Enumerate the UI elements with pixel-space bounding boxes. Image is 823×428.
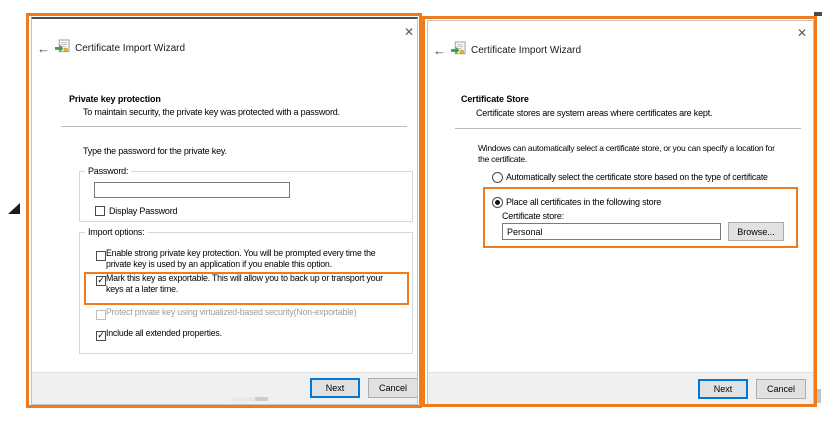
radio-place-in-store[interactable] [492, 197, 503, 208]
store-description [478, 143, 775, 164]
window-corner-artifact [814, 12, 822, 16]
footer-edge-artifact [231, 397, 255, 401]
radio-auto-select-store[interactable] [492, 172, 503, 183]
radio-place-in-store-label[interactable]: Place all certificates in the following store [506, 197, 662, 207]
check-icon: ✓ [97, 275, 105, 285]
window-edge-artifact [817, 389, 821, 403]
import-options-groupbox [79, 227, 413, 354]
page-heading: Certificate Store [461, 94, 529, 104]
dialog-title: Certificate Import Wizard [471, 45, 582, 56]
checkbox-strong-protection[interactable] [96, 251, 106, 261]
option-text-line: Enable strong private key protection. You will be prompted every time the [106, 248, 376, 258]
separator [455, 128, 801, 129]
import-options-label: Import options: [85, 227, 148, 237]
triangle-marker [8, 203, 20, 214]
check-icon: ✓ [97, 330, 105, 340]
page-subheading: To maintain security, the private key was protected with a password. [83, 107, 340, 117]
store-description-line: Windows can automatically select a certificate store, or you can specify a location for [478, 143, 775, 153]
certificate-store-label: Certificate store: [502, 211, 564, 221]
back-arrow-icon[interactable]: ← [433, 43, 446, 58]
checkbox-exportable-label[interactable] [106, 273, 383, 294]
password-input[interactable] [94, 182, 290, 198]
checkbox-virtualized-security [96, 310, 106, 320]
option-text-line: Mark this key as exportable. This will allow you to back up or transport your [106, 273, 383, 283]
back-arrow-icon[interactable]: ← [37, 41, 50, 56]
display-password-label[interactable]: Display Password [109, 206, 178, 216]
dialog-private-key-protection [31, 17, 418, 405]
checkbox-virtualized-security-label [106, 307, 356, 318]
checkbox-extended-properties[interactable] [96, 331, 106, 341]
close-icon[interactable]: ✕ [796, 26, 808, 40]
certificate-wizard-icon [55, 39, 70, 55]
store-description-line: the certificate. [478, 153, 527, 164]
footer-edge-artifact [255, 397, 268, 401]
radio-auto-select-store-label[interactable]: Automatically select the certificate store based on the type of certificate [506, 172, 768, 182]
page-heading: Private key protection [69, 94, 161, 104]
separator [61, 126, 407, 127]
browse-button[interactable]: Browse... [728, 222, 784, 241]
close-icon[interactable]: ✕ [403, 25, 415, 39]
checkbox-exportable[interactable] [96, 276, 106, 286]
password-instruction: Type the password for the private key. [83, 146, 227, 156]
dialog-certificate-store [427, 20, 814, 405]
checkbox-extended-properties-label[interactable] [106, 328, 222, 339]
option-text-line: keys at a later time. [106, 283, 179, 294]
cancel-button[interactable]: Cancel [368, 378, 418, 398]
option-text-line: private key is used by an application if you enable this option. [106, 258, 332, 269]
display-password-checkbox[interactable] [95, 206, 105, 216]
checkbox-strong-protection-label[interactable] [106, 248, 376, 269]
next-button[interactable]: Next [698, 379, 748, 399]
password-group-label: Password: [85, 166, 131, 176]
page-subheading: Certificate stores are system areas where certificates are kept. [476, 108, 713, 118]
certificate-store-input[interactable] [502, 223, 721, 240]
password-groupbox [79, 166, 413, 222]
certificate-wizard-icon [451, 41, 466, 57]
next-button[interactable]: Next [310, 378, 360, 398]
option-text-line: Protect private key using virtualized-based security(Non-exportable) [106, 307, 357, 317]
dialog-title: Certificate Import Wizard [75, 43, 186, 54]
option-text-line: Include all extended properties. [106, 328, 222, 338]
cancel-button[interactable]: Cancel [756, 379, 806, 399]
